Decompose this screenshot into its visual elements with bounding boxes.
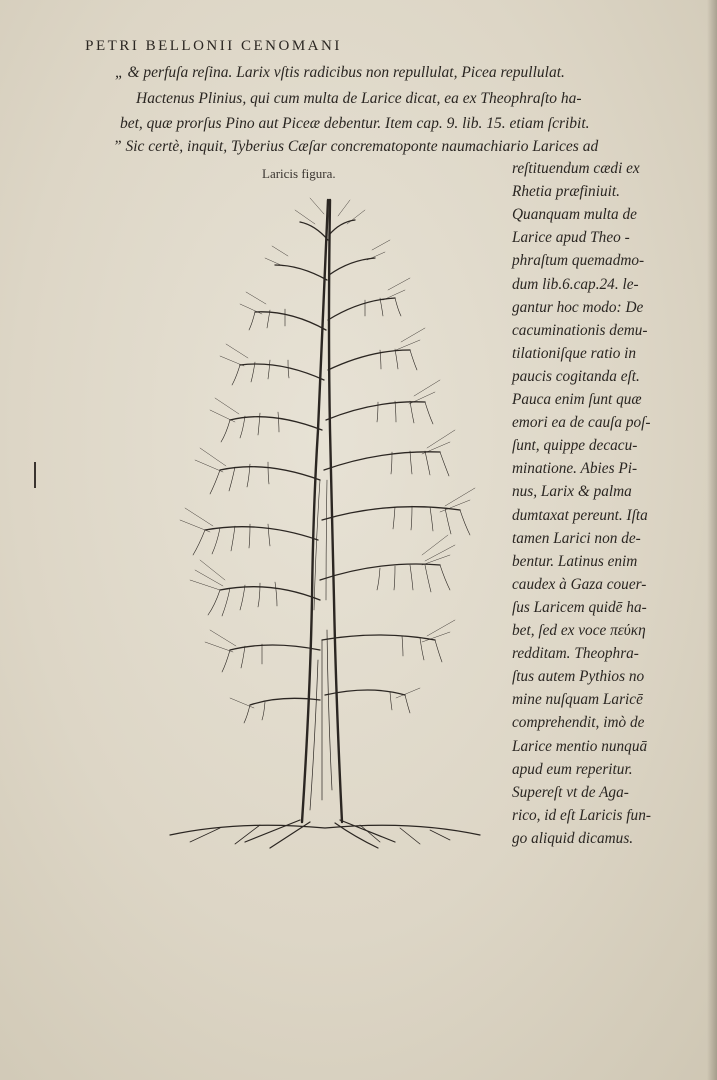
column-text-line: gantur hoc modo: De [512,298,644,316]
column-text-line: tamen Larici non de- [512,529,641,547]
text-line: bet, quæ prorſus Pino aut Piceæ debentur. Item cap. 9. lib. 15. etiam ſcribit. [120,115,590,132]
page-edge-shadow [707,0,717,1080]
text-line: ” Sic certè, inquit, Tyberius Cæſar concrematoponte naumachiario Larices ad [113,138,599,155]
figure-caption: Laricis figura. [262,166,336,181]
text-line: Hactenus Plinius, qui cum multa de Larice dicat, ea ex Theophraſto ha- [136,90,582,107]
running-header [0,38,717,55]
column-text-line: Larice mentio nunquā [512,737,648,755]
column-text-line: ſtus autem Pythios no [512,668,645,686]
column-text-line: rico, id eſt Laricis fun- [512,806,651,824]
margin-mark [34,462,36,488]
column-text-line: ſus Laricem quidē ha- [512,598,647,616]
column-text-line: tilationiſque ratio in [512,344,637,362]
text-line: „ & perfuſa reſina. Larix vſtis radicibus non repullulat, Picea repullulat. [115,64,565,81]
running-header-text: PETRI BELLONII CENOMANI [85,38,342,54]
column-text-line: nus, Larix & palma [512,483,632,501]
column-text-line: caudex à Gaza couer- [512,575,647,593]
column-text-line: go aliquid dicamus. [512,829,634,847]
column-text-line: emori ea de cauſa poſ- [512,414,651,432]
column-text-line: reſtituendum cædi ex [512,160,640,177]
column-text-line: minatione. Abies Pi- [512,460,638,478]
column-text-line: Supereſt vt de Aga- [512,783,629,801]
column-text-line: bentur. Latinus enim [512,552,638,570]
column-text-line: paucis cogitanda eſt. [512,367,640,385]
column-text-line: ſunt, quippe decacu- [512,437,638,455]
column-text-line: Quanquam multa de [512,206,637,224]
column-text-line: cacuminationis demu- [512,321,648,339]
column-text-line: mine nuſquam Laricē [512,691,643,709]
column-text-line: comprehendit, imò de [512,714,645,732]
larch-tree-illustration [150,180,500,870]
column-text-line: Larice apud Theo - [512,229,630,247]
column-text-line: redditam. Theophra- [512,645,639,663]
column-text-line: Pauca enim ſunt quæ [512,391,642,408]
column-text-line: dum lib.6.cap.24. le- [512,275,639,293]
column-text-line: bet, ſed ex voce πεύκη [512,622,646,639]
column-text-line: Rhetia præfiniuit. [512,183,620,201]
column-text-line: phraſtum quemadmo- [512,252,645,270]
column-text-line: apud eum reperitur. [512,760,633,778]
column-text-line: dumtaxat pereunt. Iſta [512,506,648,524]
